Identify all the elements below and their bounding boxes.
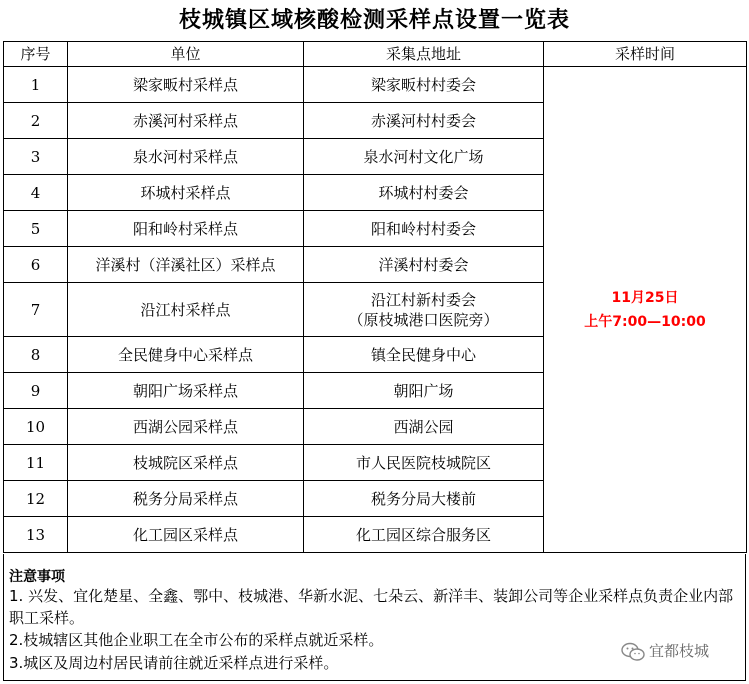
row-address: 环城村村委会 [304, 175, 544, 211]
header-unit: 单位 [68, 42, 304, 67]
row-unit: 朝阳广场采样点 [68, 373, 304, 409]
table-row [4, 67, 747, 103]
row-unit: 梁家畈村采样点 [68, 67, 304, 103]
note-item: 3.城区及周边村居民请前往就近采样点进行采样。 [9, 654, 339, 672]
row-unit: 税务分局采样点 [68, 481, 304, 517]
sampling-hours: 上午7:00—10:00 [584, 313, 706, 330]
row-unit: 化工园区采样点 [68, 517, 304, 553]
row-unit: 赤溪河村采样点 [68, 103, 304, 139]
row-address [304, 283, 544, 337]
note-item: 2.枝城辖区其他企业职工在全市公布的采样点就近采样。 [9, 631, 384, 649]
row-address-note: （原枝城港口医院旁） [348, 310, 499, 329]
notes-title: 注意事项 [9, 569, 65, 585]
watermark-text: 宜都枝城 [649, 642, 710, 660]
page-title: 枝城镇区域核酸检测采样点设置一览表 [178, 8, 570, 33]
row-number: 8 [4, 337, 68, 373]
wechat-icon [621, 642, 645, 662]
row-address-line: 沿江村新村委会 [370, 290, 476, 309]
row-address: 市人民医院枝城院区 [304, 445, 544, 481]
row-address: 朝阳广场 [304, 373, 544, 409]
row-unit: 环城村采样点 [68, 175, 304, 211]
row-address: 镇全民健身中心 [304, 337, 544, 373]
row-number: 1 [4, 67, 68, 103]
row-unit: 泉水河村采样点 [68, 139, 304, 175]
row-address: 化工园区综合服务区 [304, 517, 544, 553]
table-header-row [4, 42, 747, 67]
header-number: 序号 [4, 42, 68, 67]
row-number: 13 [4, 517, 68, 553]
row-number: 12 [4, 481, 68, 517]
row-unit: 阳和岭村采样点 [68, 211, 304, 247]
row-number: 5 [4, 211, 68, 247]
row-address: 税务分局大楼前 [304, 481, 544, 517]
row-unit: 洋溪村（洋溪社区）采样点 [68, 247, 304, 283]
row-number: 7 [4, 283, 68, 337]
row-number: 2 [4, 103, 68, 139]
row-number: 9 [4, 373, 68, 409]
row-number: 10 [4, 409, 68, 445]
sampling-sites-table [3, 41, 747, 553]
row-address: 洋溪村村委会 [304, 247, 544, 283]
row-unit: 沿江村采样点 [68, 283, 304, 337]
row-address: 泉水河村文化广场 [304, 139, 544, 175]
row-address: 赤溪河村村委会 [304, 103, 544, 139]
row-number: 4 [4, 175, 68, 211]
row-number: 6 [4, 247, 68, 283]
header-address: 采集点地址 [304, 42, 544, 67]
row-address: 西湖公园 [304, 409, 544, 445]
row-address: 梁家畈村村委会 [304, 67, 544, 103]
row-unit: 西湖公园采样点 [68, 409, 304, 445]
row-number: 11 [4, 445, 68, 481]
row-unit: 枝城院区采样点 [68, 445, 304, 481]
watermark [621, 639, 709, 663]
note-item: 1. 兴发、宜化楚星、全鑫、鄂中、枝城港、华新水泥、七朵云、新洋丰、装卸公司等企业采样点负责企业内部职工采样。 [9, 587, 734, 627]
header-time: 采样时间 [544, 42, 747, 67]
sampling-time-cell [544, 67, 747, 553]
row-address: 阳和岭村村委会 [304, 211, 544, 247]
row-number: 3 [4, 139, 68, 175]
row-unit: 全民健身中心采样点 [68, 337, 304, 373]
sampling-date: 11月25日 [611, 289, 679, 306]
